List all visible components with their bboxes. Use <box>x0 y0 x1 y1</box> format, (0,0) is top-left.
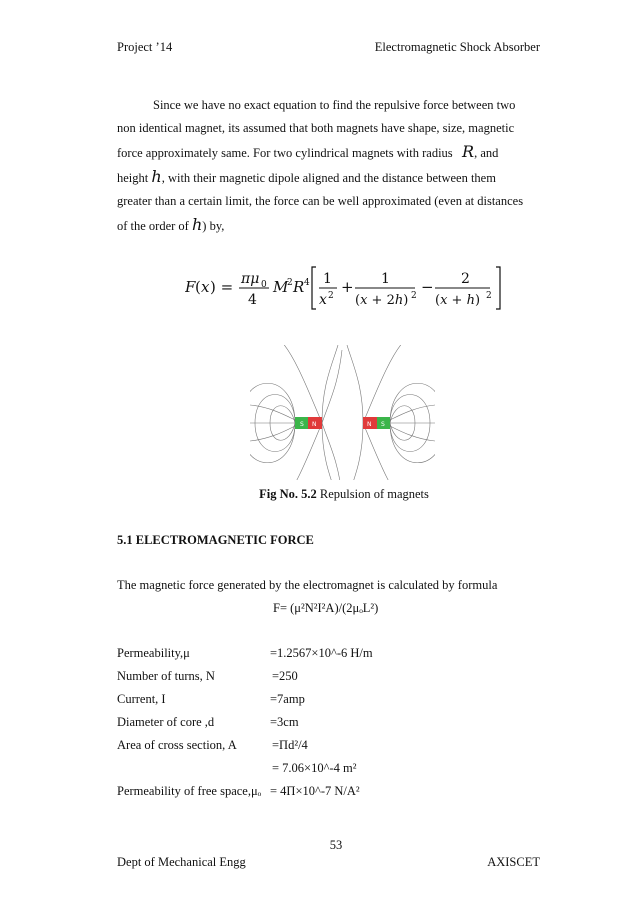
symbol-h: h <box>191 215 203 234</box>
svg-text:4: 4 <box>248 292 257 308</box>
param-value: =3cm <box>270 715 299 729</box>
param-value: = 4Π×10^-7 N/A² <box>270 784 360 798</box>
magnet-repulsion-figure <box>250 345 435 480</box>
svg-text:(: ( <box>195 278 201 296</box>
svg-text:1: 1 <box>323 271 332 287</box>
para-line: height h, with their magnetic dipole aligned and the distance between them <box>117 167 496 186</box>
param-value: =1.2567×10^-6 H/m <box>270 646 373 660</box>
footer-college: AXISCET <box>487 855 540 869</box>
param-label: Permeability,μ <box>117 646 190 660</box>
magnet-left-pole-s: S <box>300 421 304 428</box>
param-label: Diameter of core ,d <box>117 715 215 729</box>
header-title: Electromagnetic Shock Absorber <box>374 40 540 54</box>
param-label: Number of turns, N <box>117 669 215 683</box>
magnet-right-pole-n: N <box>367 421 372 428</box>
svg-text:πμ: πμ <box>241 271 260 287</box>
param-value: =7amp <box>270 692 305 706</box>
svg-text:(x + h): (x + h) <box>435 293 481 308</box>
svg-text:+: + <box>341 278 354 296</box>
para-line: Since we have no exact equation to find the repulsive force between two <box>153 98 516 112</box>
magnet-right-pole-s: S <box>381 421 385 428</box>
svg-text:1: 1 <box>381 271 390 287</box>
page-number: 53 <box>329 838 343 852</box>
para-line: greater than a certain limit, the force can be well approximated (even at distances <box>117 194 524 208</box>
caption-text: Repulsion of magnets <box>316 487 429 501</box>
section-heading: 5.1 ELECTROMAGNETIC FORCE <box>117 533 314 547</box>
svg-text:2: 2 <box>411 291 417 301</box>
svg-text:(x + 2h): (x + 2h) <box>355 293 409 308</box>
svg-text:M: M <box>273 278 289 296</box>
svg-text:0: 0 <box>261 280 267 290</box>
svg-text:2: 2 <box>461 271 470 287</box>
svg-text:) =: ) = <box>210 278 234 296</box>
footer-dept: Dept of Mechanical Engg <box>117 855 246 869</box>
param-value: =250 <box>272 669 298 683</box>
svg-text:R: R <box>293 278 305 296</box>
param-label: Permeability of free space,μₒ <box>117 784 262 798</box>
svg-text:2: 2 <box>287 278 293 288</box>
svg-text:F: F <box>185 278 196 296</box>
caption-label: Fig No. 5.2 <box>259 487 317 501</box>
param-label: Current, I <box>117 692 166 706</box>
force-formula <box>185 262 515 312</box>
para-line: of the order of h) by, <box>117 215 225 234</box>
header-project: Project ’14 <box>117 40 173 54</box>
symbol-h: h <box>151 167 162 186</box>
intro-text: The magnetic force generated by the electromagnet is calculated by formula <box>117 578 498 592</box>
param-label: Area of cross section, A <box>117 738 237 752</box>
figure-caption <box>0 487 638 502</box>
em-force-formula: F= (μ²N²I²A)/(2μₒL²) <box>273 601 379 615</box>
svg-text:4: 4 <box>304 278 310 288</box>
para-line: non identical magnet, its assumed that both magnets have shape, size, magnetic <box>117 121 515 135</box>
para-line: force approximately same. For two cylindrical magnets with radius R, and <box>117 142 499 161</box>
svg-text:2: 2 <box>328 291 334 301</box>
svg-text:2: 2 <box>486 291 492 301</box>
param-value: =Πd²/4 <box>272 738 308 752</box>
intro-paragraph <box>117 94 540 238</box>
symbol-r: R <box>462 142 475 161</box>
param-value: = 7.06×10^-4 m² <box>272 761 357 775</box>
magnet-left-pole-n: N <box>312 421 317 428</box>
svg-text:−: − <box>421 278 434 296</box>
svg-text:x: x <box>319 292 327 308</box>
svg-text:x: x <box>201 278 210 296</box>
